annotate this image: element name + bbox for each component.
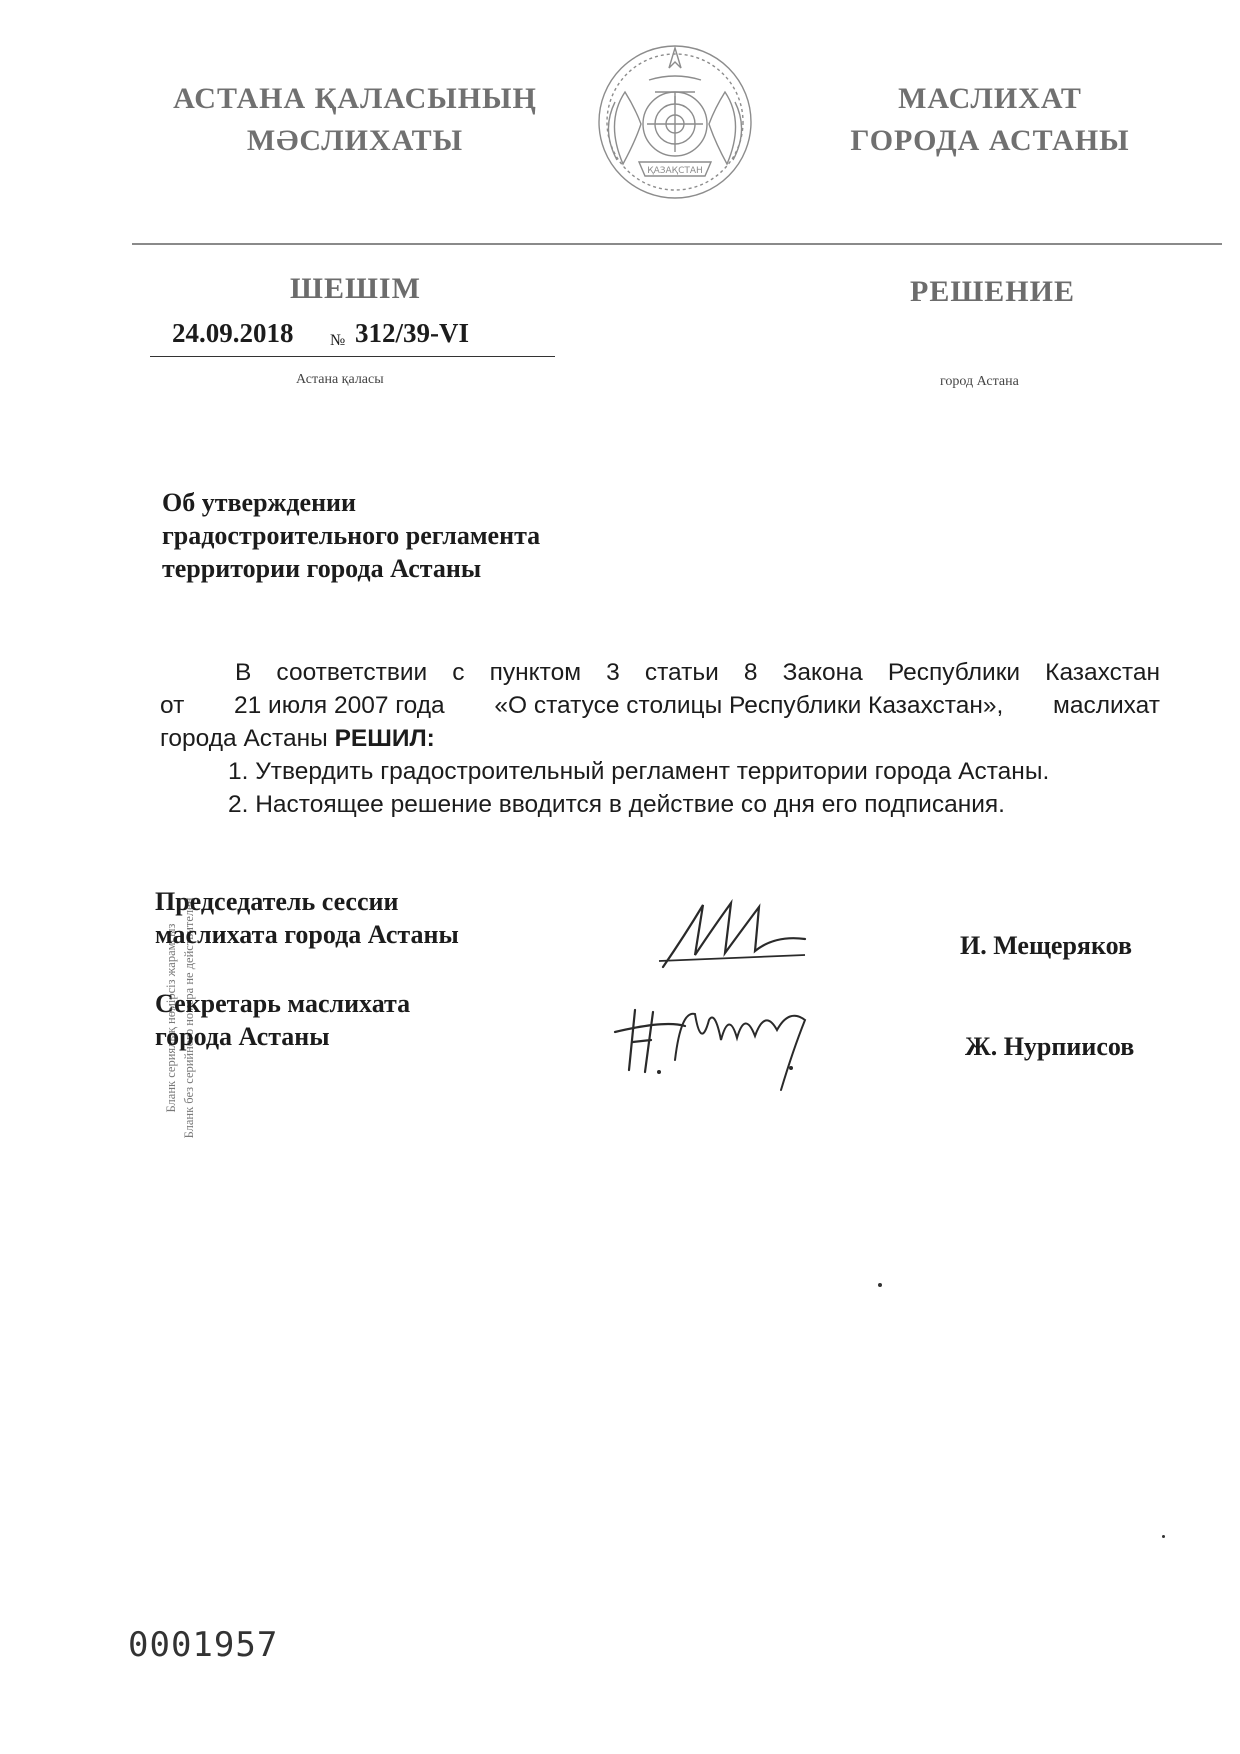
chair-title: [155, 885, 459, 951]
body-line2-part-c: «О статусе столицы Республики Казахстан»,: [494, 692, 1004, 719]
header-right: [830, 78, 1150, 162]
header-left-line2: МӘСЛИХАТЫ: [246, 124, 464, 157]
serial-number: 0001957: [128, 1625, 279, 1665]
body-paragraph-line3: [160, 722, 1160, 755]
subject-line3: территории города Астаны: [162, 554, 482, 583]
header-divider: [132, 243, 1222, 245]
decision-date: 24.09.2018: [172, 318, 294, 348]
city-ru: город Астана: [940, 374, 1019, 389]
scan-speck: [878, 1283, 882, 1287]
chair-signature: [655, 895, 815, 975]
decision-item-1: 1. Утвердить градостроительный регламент территории города Астаны.: [228, 758, 1050, 785]
body-line2-part-d: маслихат: [1052, 692, 1160, 719]
subject-line1: Об утверждении: [162, 488, 357, 517]
scan-speck: [1162, 1535, 1165, 1538]
registration-underline: [150, 356, 555, 357]
state-emblem-icon: [595, 42, 755, 212]
body-line2-part-a: от: [160, 692, 185, 719]
secretary-title-line1: Секретарь маслихата: [155, 989, 411, 1018]
registration-line: [150, 318, 555, 360]
secretary-name: Ж. Нурпиисов: [965, 1032, 1135, 1061]
subject-line2: градостроительного регламента: [162, 521, 541, 550]
chair-title-line1: Председатель сессии: [155, 887, 399, 916]
header-left-line1: АСТАНА ҚАЛАСЫНЫҢ: [173, 82, 537, 115]
decision-title-kz: ШЕШІМ: [290, 272, 421, 305]
side-note-line1: Бланк сериялық нөмірсіз жарамсыз: [164, 923, 178, 1113]
chair-title-line2: маслихата города Астаны: [155, 920, 459, 949]
body-line2-part-b: 21 июля 2007 года: [234, 692, 445, 719]
decision-item-2: 2. Настоящее решение вводится в действие со дня его подписания.: [228, 791, 1005, 818]
chair-name: И. Мещеряков: [960, 931, 1133, 960]
secretary-signature: [605, 990, 845, 1100]
secretary-title: [155, 987, 410, 1053]
city-kz: Астана қаласы: [296, 372, 384, 387]
decided-word: РЕШИЛ:: [334, 725, 435, 752]
header-right-line1: МАСЛИХАТ: [898, 82, 1082, 115]
emblem-caption: ҚАЗАҚСТАН: [647, 166, 703, 176]
document-subject: [162, 486, 762, 585]
document-body: [160, 656, 1160, 821]
body-paragraph-line1: В соответствии с пунктом 3 статьи 8 Закона Республики Казахстан: [235, 659, 1160, 686]
number-sign: №: [330, 332, 346, 349]
decision-title-ru: РЕШЕНИЕ: [910, 275, 1075, 308]
body-line3-text: города Астаны: [160, 725, 335, 752]
header-right-line2: ГОРОДА АСТАНЫ: [850, 124, 1130, 157]
decision-number: 312/39-VI: [355, 318, 469, 348]
secretary-title-line2: города Астаны: [155, 1022, 330, 1051]
body-paragraph-line2: [160, 689, 1160, 722]
header-left: [160, 78, 550, 162]
side-note-line2: Бланк без серийного номера не действителен: [182, 897, 196, 1139]
